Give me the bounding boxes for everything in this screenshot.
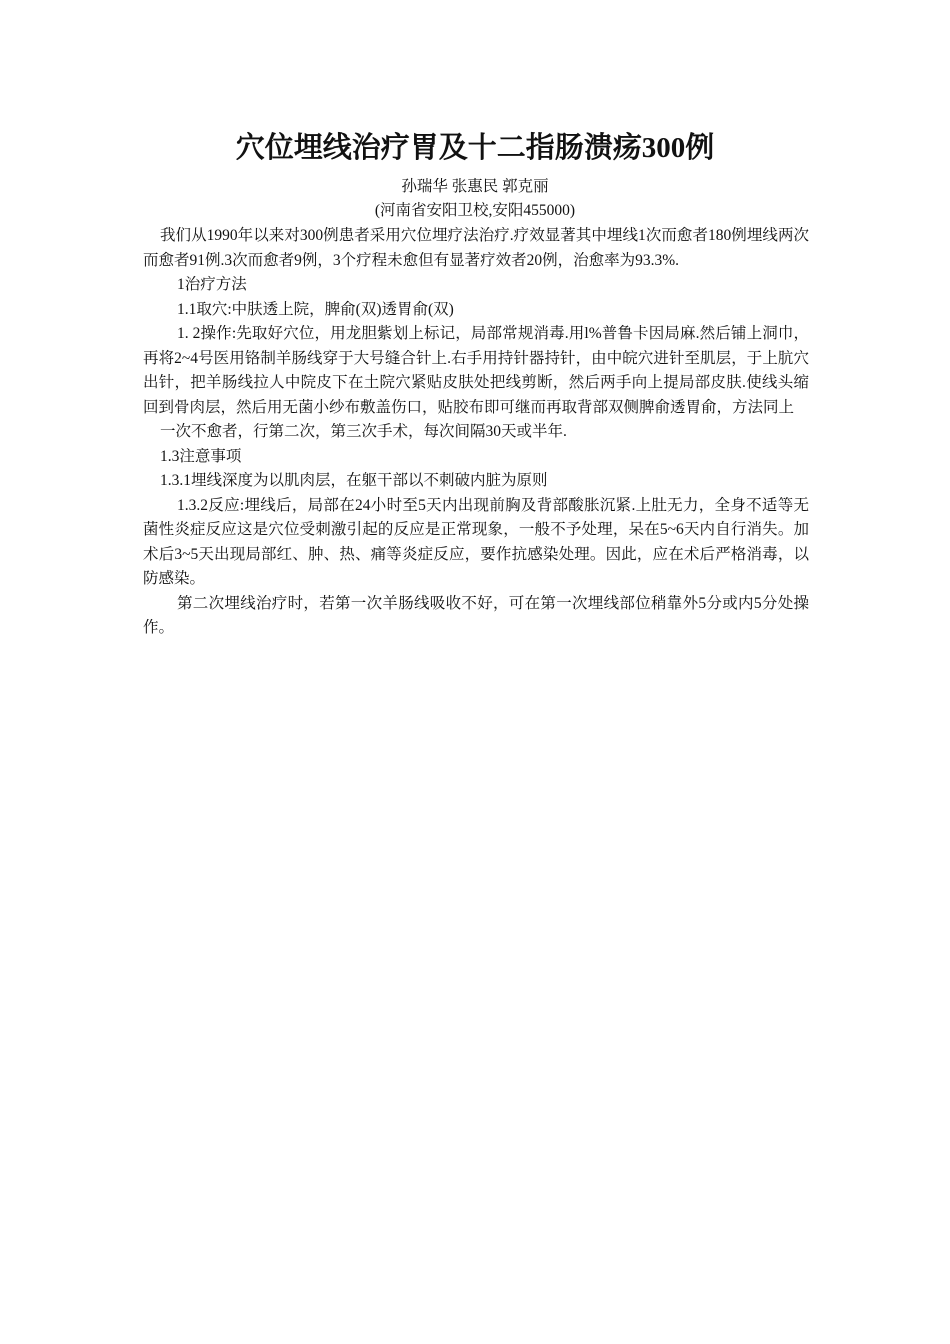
document-body — [143, 224, 809, 641]
subsection-reaction: 1.3.2反应:埋线后，局部在24小时至5天内出现前胸及背部酸胀沉紧.上肚无力，全身不适等无菌性炎症反应这是穴位受刺激引起的反应是正常现象，一般不予处理，呆在5~6天内自行消失。加术后3~5天出现局部红、肿、热、痛等炎症反应，要作抗感染处理。因此，应在术后严格消毒，以防感染。 — [143, 496, 809, 587]
subsection-acupoints: 1.1取穴:中肤透上院，脾俞(双)透胃俞(双) — [177, 300, 454, 318]
document-authors: 孙瑞华 张惠民 郭克丽 — [401, 178, 549, 195]
document-affiliation: (河南省安阳卫校,安阳455000) — [374, 202, 576, 219]
section-heading-precautions: 1.3注意事项 — [160, 447, 242, 465]
intro-paragraph: 我们从1990年以来对300例患者采用穴位埋疗法治疗.疗效显著其中埋线1次而愈者180例埋线两次而愈者91例.3次而愈者9例，3个疗程未愈但有显著疗效者20例，治愈率为93.3%. — [143, 227, 809, 269]
document-title: 穴位埋线治疗胃及十二指肠溃疡300例 — [235, 132, 715, 164]
second-treatment-paragraph: 第二次埋线治疗时，若第一次羊肠线吸收不好，可在第一次埋线部位稍靠外5分或内5分处操作。 — [143, 594, 809, 636]
subsection-depth: 1.3.1埋线深度为以肌肉层，在躯干部以不刺破内脏为原则 — [160, 472, 548, 489]
section-heading-treatment: 1治疗方法 — [177, 276, 247, 293]
subsection-procedure: 1. 2操作:先取好穴位，用龙胆紫划上标记，局部常规消毒.用l%普鲁卡因局麻.然后铺上洞巾，再将2~4号医用铬制羊肠线穿于大号缝合针上.右手用持针器持针，由中皖穴进针至肌层，于上肮穴出针，把羊肠线拉人中院皮下在土院穴紧贴皮肤处把线剪断，然后两手向上提局部皮肤.使线头缩回到骨肉层，然后用无菌小纱布敷盖伤口，贴胶布即可继而再取背部双侧脾俞透胃俞，方法同上 — [143, 325, 809, 416]
repeat-treatment-paragraph: 一次不愈者，行第二次，第三次手术，每次间隔30天或半年. — [160, 423, 567, 440]
